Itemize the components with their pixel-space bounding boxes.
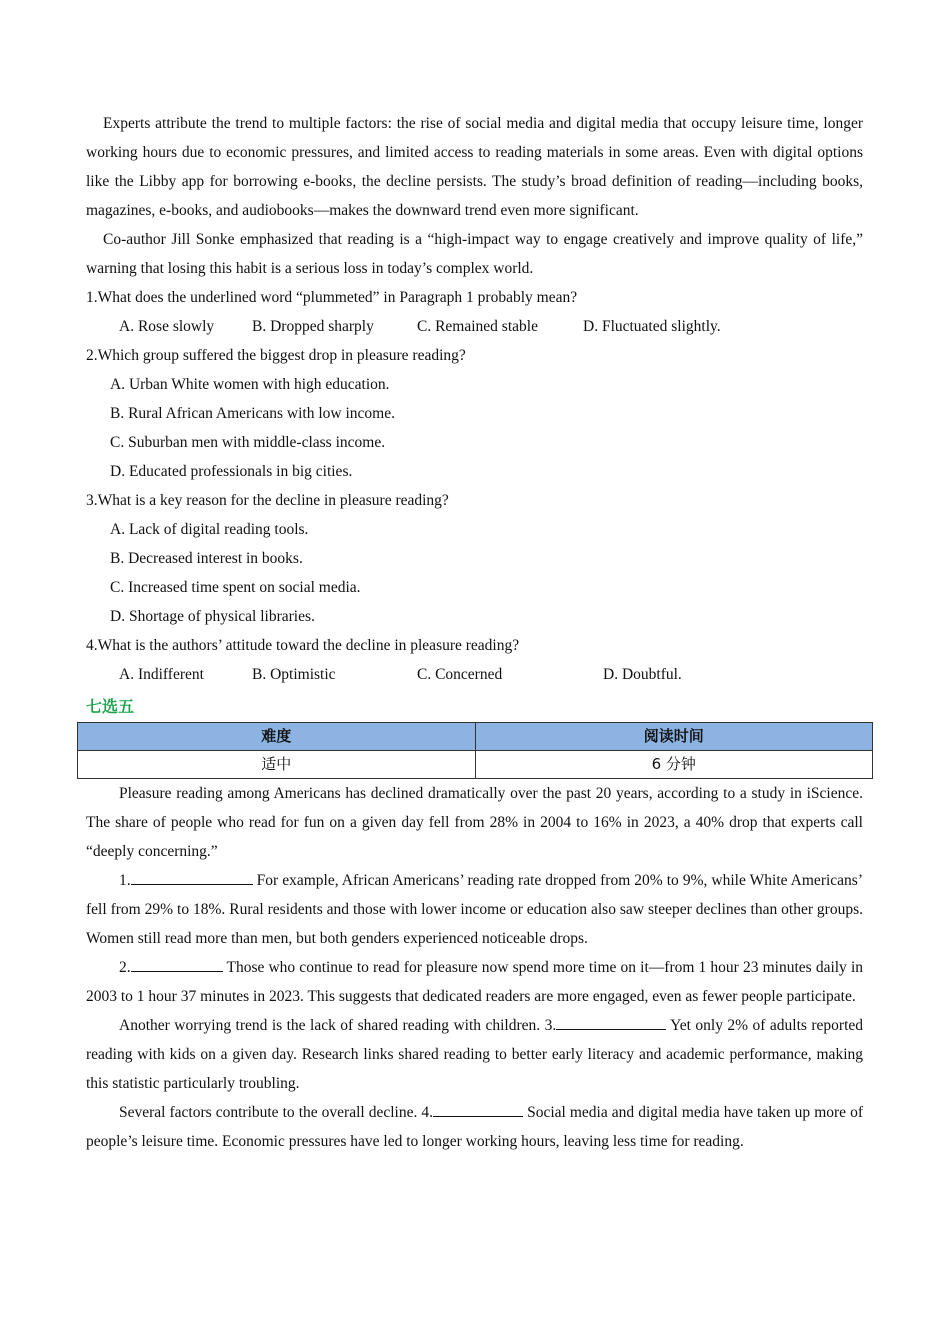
question-1-option-a: A. Rose slowly	[119, 318, 215, 335]
question-1: 1.What does the underlined word “plummeted” in Paragraph 1 probably mean?	[86, 289, 578, 306]
intro-paragraph-1: Experts attribute the trend to multiple factors: the rise of social media and digital media that occupy leisure time, longer working hours due to economic pressures, and limited access to reading materials in some areas. Even with digital options like the Libby app for borrowing e-books, the decline persists. The study’s broad definition of reading—including books, magazines, e-books, and audiobooks—makes the downward trend even more significant.	[86, 115, 863, 219]
question-4: 4.What is the authors’ attitude toward the decline in pleasure reading?	[86, 637, 520, 654]
blank-2-number: 2.	[119, 959, 131, 976]
passage-paragraph-3	[86, 953, 863, 1011]
question-2-option-b: B. Rural African Americans with low income.	[110, 405, 395, 422]
info-table-value-row	[78, 751, 873, 779]
intro-paragraph-2: Co-author Jill Sonke emphasized that reading is a “high-impact way to engage creatively and improve quality of life,” warning that losing this habit is a serious loss in today’s complex world.	[86, 231, 863, 277]
blank-3[interactable]	[556, 1015, 666, 1030]
passage-paragraph-4	[86, 1011, 863, 1098]
passage-paragraph-3-text: Those who continue to read for pleasure now spend more time on it—from 1 hour 23 minutes daily in 2003 to 1 hour 37 minutes in 2023. This suggests that dedicated readers are more engaged, even as fewer people participate.	[86, 959, 863, 1005]
question-1-option-c: C. Remained stable	[417, 318, 538, 335]
question-4-option-b: B. Optimistic	[252, 666, 336, 683]
info-table-header-row	[78, 723, 873, 751]
question-3: 3.What is a key reason for the decline in pleasure reading?	[86, 492, 449, 509]
question-4-option-d: D. Doubtful.	[603, 666, 682, 683]
question-1-options	[86, 312, 863, 341]
question-2-option-d: D. Educated professionals in big cities.	[110, 463, 353, 480]
blank-4[interactable]	[433, 1102, 523, 1117]
question-3-option-a: A. Lack of digital reading tools.	[110, 521, 309, 538]
question-1-option-b: B. Dropped sharply	[252, 318, 374, 335]
blank-2[interactable]	[131, 957, 223, 972]
question-2: 2.Which group suffered the biggest drop in pleasure reading?	[86, 347, 466, 364]
passage-paragraph-5	[86, 1098, 863, 1156]
passage-paragraph-5-lead: Several factors contribute to the overall decline. 4.	[119, 1104, 434, 1121]
question-4-option-a: A. Indifferent	[119, 666, 204, 683]
question-4-options	[86, 660, 863, 689]
passage-paragraph-1: Pleasure reading among Americans has declined dramatically over the past 20 years, according to a study in iScience. The share of people who read for fun on a given day fell from 28% in 2004 to 16% in 2023, a 40% drop that experts call “deeply concerning.”	[86, 785, 863, 860]
reading-time-value: 6 分钟	[475, 751, 873, 779]
passage-paragraph-4-lead: Another worrying trend is the lack of shared reading with children. 3.	[119, 1017, 557, 1034]
section-title: 七选五	[86, 697, 135, 716]
reading-time-header: 阅读时间	[475, 723, 873, 751]
passage-paragraph-5-text: Social media and digital media have taken up more of people’s leisure time. Economic pressures have led to longer working hours, leaving less time for reading.	[86, 1104, 863, 1150]
question-2-option-c: C. Suburban men with middle-class income.	[110, 434, 386, 451]
document-page	[86, 109, 863, 1156]
passage-paragraph-4-text: Yet only 2% of adults reported reading with kids on a given day. Research links shared reading to better early literacy and academic performance, making this statistic particularly troubling.	[86, 1017, 864, 1092]
info-table	[77, 722, 873, 779]
difficulty-value: 适中	[78, 751, 476, 779]
question-3-option-d: D. Shortage of physical libraries.	[110, 608, 315, 625]
question-4-option-c: C. Concerned	[417, 666, 503, 683]
blank-1[interactable]	[131, 870, 253, 885]
question-1-option-d: D. Fluctuated slightly.	[583, 318, 721, 335]
question-3-option-b: B. Decreased interest in books.	[110, 550, 303, 567]
passage-paragraph-2	[86, 866, 863, 953]
blank-1-number: 1.	[119, 872, 131, 889]
question-2-option-a: A. Urban White women with high education.	[110, 376, 390, 393]
difficulty-header: 难度	[78, 723, 476, 751]
question-3-option-c: C. Increased time spent on social media.	[110, 579, 361, 596]
passage-paragraph-2-text: For example, African Americans’ reading rate dropped from 20% to 9%, while White Americans’ fell from 29% to 18%. Rural residents and those with lower income or education also saw steeper declines than other groups. Women still read more than men, but both genders experienced noticeable drops.	[86, 872, 863, 947]
